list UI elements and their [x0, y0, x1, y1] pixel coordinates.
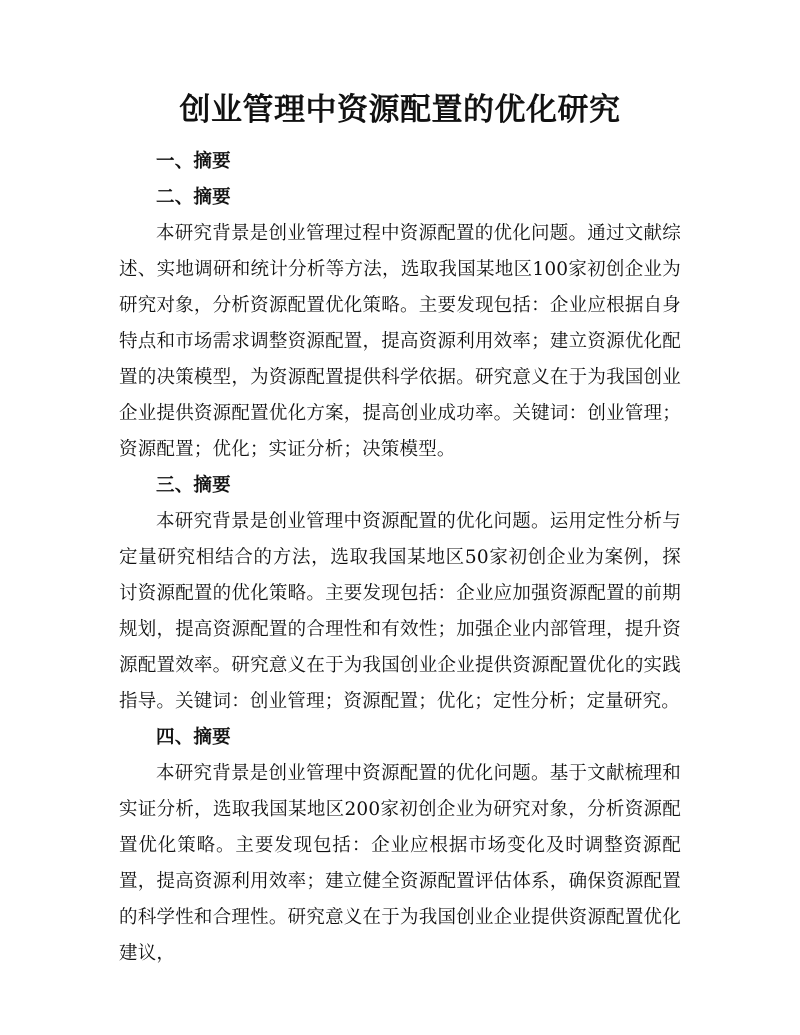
section-heading-2: 二、摘要 [156, 187, 231, 208]
section-heading-1: 一、摘要 [156, 151, 231, 172]
section-paragraph-4: 本研究背景是创业管理中资源配置的优化问题。基于文献梳理和实证分析，选取我国某地区200家初创企业为研究对象，分析资源配置优化策略。主要发现包括：企业应根据市场变化及时调整资源配置，提高资源利用效率；建立健全资源配置评估体系，确保资源配置的科学性和合理性。研究意义在于为我国创业企业提供资源配置优化建议， [119, 763, 681, 964]
section-heading-3: 三、摘要 [156, 475, 231, 496]
section-heading-4: 四、摘要 [156, 727, 231, 748]
document-body [119, 144, 681, 972]
section-paragraph-3: 本研究背景是创业管理中资源配置的优化问题。运用定性分析与定量研究相结合的方法，选取我国某地区50家初创企业为案例，探讨资源配置的优化策略。主要发现包括：企业应加强资源配置的前期规划，提高资源配置的合理性和有效性；加强企业内部管理，提升资源配置效率。研究意义在于为我国创业企业提供资源配置优化的实践指导。关键词：创业管理；资源配置；优化；定性分析；定量研究。 [119, 511, 681, 712]
document-title: 创业管理中资源配置的优化研究 [179, 92, 621, 128]
section-paragraph-2: 本研究背景是创业管理过程中资源配置的优化问题。通过文献综述、实地调研和统计分析等方法，选取我国某地区100家初创企业为研究对象，分析资源配置优化策略。主要发现包括：企业应根据自身特点和市场需求调整资源配置，提高资源利用效率；建立资源优化配置的决策模型，为资源配置提供科学依据。研究意义在于为我国创业企业提供资源配置优化方案，提高创业成功率。关键词：创业管理；资源配置；优化；实证分析；决策模型。 [119, 223, 681, 460]
